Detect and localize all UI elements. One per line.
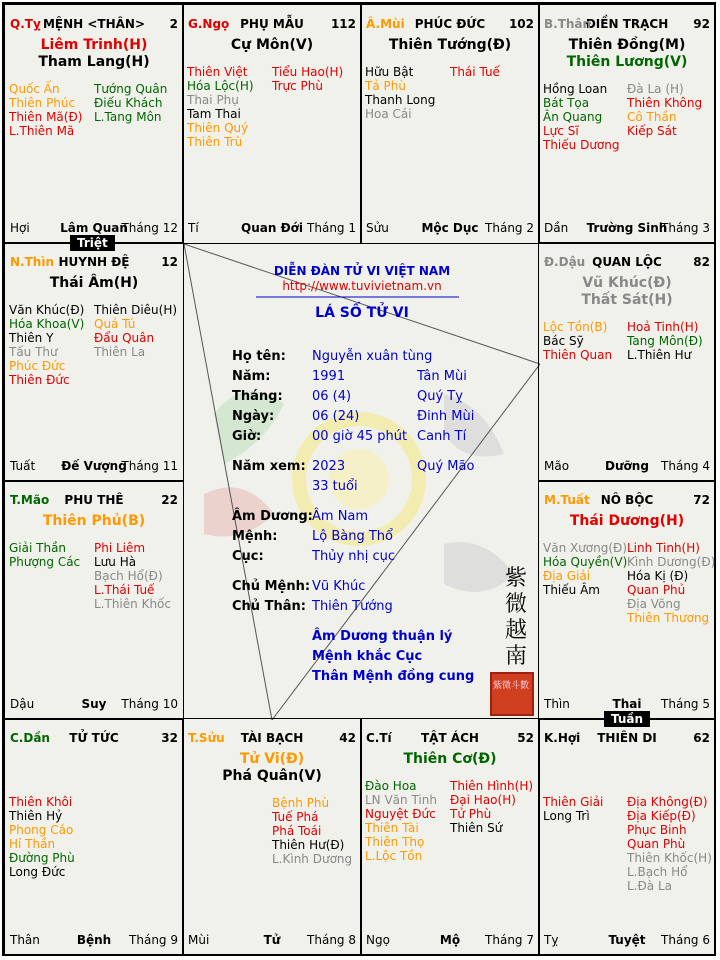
star-item: Địa Giải bbox=[543, 569, 591, 583]
palace-branch: Dần bbox=[544, 221, 569, 235]
palace-dan bbox=[4, 718, 184, 956]
star-item: Hoa Cái bbox=[365, 107, 412, 121]
star-item: Thiên Hình(H) bbox=[450, 779, 534, 793]
palace-header bbox=[544, 17, 710, 33]
seal-stamp: 紫微斗數 bbox=[490, 672, 534, 716]
star-item: Thiên Quan bbox=[543, 348, 613, 362]
main-star: Thái Âm(H) bbox=[49, 275, 139, 291]
palace-name: PHỤ MẪU bbox=[240, 17, 304, 31]
palace-name: NÔ BỘC bbox=[600, 493, 654, 507]
star-item: Tướng Quân bbox=[94, 82, 168, 96]
star-column-left bbox=[365, 65, 450, 121]
palace-ti bbox=[360, 718, 540, 956]
palace-number: 62 bbox=[693, 731, 710, 745]
star-column-right bbox=[450, 779, 535, 835]
palace-branch: Hợi bbox=[10, 221, 30, 235]
star-item: Lực Sĩ bbox=[543, 124, 579, 138]
palace-branch: Mùi bbox=[188, 933, 210, 947]
star-item: Địa Kiếp(Đ) bbox=[627, 809, 696, 823]
main-star: Tham Lang(H) bbox=[38, 54, 150, 70]
star-item: Phượng Các bbox=[9, 555, 81, 569]
info-label: Chủ Mệnh: bbox=[232, 579, 311, 594]
palace-footer bbox=[366, 933, 534, 947]
palace-thin bbox=[4, 242, 184, 482]
star-item: L.Kình Dương bbox=[272, 852, 353, 866]
palace-ty bbox=[4, 4, 184, 244]
star-item: Tấu Thư bbox=[9, 345, 58, 359]
palace-footer bbox=[188, 933, 356, 947]
palace-header bbox=[544, 493, 710, 509]
info-value: 00 giờ 45 phút bbox=[312, 429, 408, 444]
star-item: Địa Võng bbox=[627, 597, 681, 611]
palace-header bbox=[10, 17, 178, 33]
star-item: Thiên Khôi bbox=[9, 795, 73, 809]
info-value: 1991 bbox=[312, 369, 346, 384]
star-item: Đường Phù bbox=[9, 851, 75, 865]
main-star: Thiên Phủ(B) bbox=[42, 513, 146, 529]
forum-url[interactable]: http://www.tuvivietnam.vn bbox=[282, 279, 442, 293]
star-column-left bbox=[543, 82, 627, 152]
triet-tag: Triệt bbox=[70, 235, 115, 251]
palace-stage: Thai bbox=[612, 697, 642, 711]
palace-mao bbox=[4, 480, 184, 720]
palace-stage: Trường Sinh bbox=[586, 221, 668, 235]
tuan-tag: Tuần bbox=[604, 711, 650, 727]
star-item: Đại Hao(H) bbox=[450, 793, 516, 807]
palace-canchi: K.Hợi bbox=[544, 731, 581, 745]
palace-footer bbox=[544, 221, 710, 235]
star-item: Nguyệt Đức bbox=[365, 807, 436, 821]
main-star: Thất Sát(H) bbox=[581, 292, 673, 308]
palace-name: TÀI BẠCH bbox=[240, 731, 304, 745]
star-item: Hóa Kị (Đ) bbox=[627, 569, 689, 583]
star-column-left bbox=[365, 779, 450, 863]
palace-month: Tháng 10 bbox=[121, 697, 178, 711]
star-item: Thiên Sứ bbox=[450, 821, 503, 835]
palace-canchi: Đ.Dậu bbox=[544, 255, 586, 269]
palace-number: 102 bbox=[508, 17, 534, 31]
palace-month: Tháng 6 bbox=[661, 933, 710, 947]
star-column-left bbox=[9, 541, 94, 569]
palace-name: PHU THÊ bbox=[64, 493, 124, 507]
info-label: Năm: bbox=[232, 369, 271, 384]
star-column-left bbox=[9, 795, 94, 879]
star-item: Tử Phù bbox=[450, 807, 492, 821]
palace-header bbox=[366, 17, 534, 33]
star-item: Thiên Khốc(H) bbox=[627, 851, 712, 865]
palace-header bbox=[188, 17, 356, 33]
star-item: Hồng Loan bbox=[543, 82, 608, 96]
palace-stage: Bệnh bbox=[76, 933, 112, 947]
palace-canchi: C.Tí bbox=[366, 731, 392, 745]
note-line: Âm Dương thuận lý bbox=[312, 629, 453, 644]
palace-branch: Sửu bbox=[366, 221, 389, 235]
star-item: Đà La (H) bbox=[627, 82, 684, 96]
star-item: Địa Không(Đ) bbox=[627, 795, 708, 809]
star-item: Kình Dương(Đ) bbox=[627, 555, 716, 569]
info-label: Giờ: bbox=[232, 429, 262, 444]
main-star: Thiên Lương(V) bbox=[566, 54, 688, 70]
star-item: Thiên Trù bbox=[187, 135, 243, 149]
star-item: Phong Cáo bbox=[9, 823, 74, 837]
vertical-title bbox=[504, 566, 528, 670]
palace-canchi: M.Tuất bbox=[544, 493, 590, 507]
info-extra: Đinh Mùi bbox=[417, 409, 475, 424]
info-value: 06 (24) bbox=[312, 409, 360, 424]
main-star: Phá Quân(V) bbox=[222, 768, 322, 784]
palace-header bbox=[10, 255, 178, 271]
palace-stage: Lâm Quan bbox=[60, 221, 128, 235]
star-column-right bbox=[94, 541, 179, 611]
palace-stage: Suy bbox=[81, 697, 107, 711]
info-label: Cục: bbox=[232, 549, 264, 564]
palace-name: THIÊN DI bbox=[597, 731, 657, 745]
info-value: Vũ Khúc bbox=[312, 579, 366, 594]
star-item: Linh Tinh(H) bbox=[627, 541, 700, 555]
palace-name: PHÚC ĐỨC bbox=[414, 17, 486, 31]
main-star: Cự Môn(V) bbox=[230, 37, 314, 53]
star-item: Bát Tọa bbox=[543, 96, 590, 110]
vertical-char: 微 bbox=[504, 592, 527, 617]
palace-canchi: T.Mão bbox=[10, 493, 50, 507]
palace-month: Tháng 11 bbox=[121, 459, 178, 473]
palace-stage: Tử bbox=[263, 933, 281, 947]
palace-number: 92 bbox=[693, 17, 710, 31]
main-star: Thiên Tướng(Đ) bbox=[388, 37, 512, 53]
palace-footer bbox=[10, 933, 178, 947]
main-star: Thiên Cơ(Đ) bbox=[403, 751, 497, 767]
info-value: 06 (4) bbox=[312, 389, 352, 404]
star-item: Thiên Giải bbox=[543, 795, 604, 809]
palace-stage: Tuyệt bbox=[608, 933, 646, 947]
star-item: Thiên Phúc bbox=[9, 96, 76, 110]
palace-footer bbox=[10, 697, 178, 711]
palace-header bbox=[188, 731, 356, 747]
info-label: Âm Dương: bbox=[232, 509, 313, 524]
info-value: 2023 bbox=[312, 459, 346, 474]
palace-month: Tháng 1 bbox=[307, 221, 356, 235]
star-column-right bbox=[627, 320, 711, 362]
palace-canchi: Â.Mùi bbox=[366, 17, 405, 31]
star-item: Thiên Hỷ bbox=[9, 809, 63, 823]
palace-stage: Mộ bbox=[439, 933, 461, 947]
info-extra: Canh Tí bbox=[417, 429, 467, 444]
center-panel bbox=[184, 244, 540, 720]
info-label: Mệnh: bbox=[232, 529, 278, 544]
palace-branch: Ngọ bbox=[366, 933, 390, 947]
palace-name: HUYNH ĐỆ bbox=[58, 255, 130, 269]
star-item: L.Thiên Hư bbox=[627, 348, 692, 362]
star-column-right bbox=[450, 65, 535, 79]
vertical-char: 越 bbox=[504, 618, 527, 643]
palace-branch: Thìn bbox=[544, 697, 570, 711]
star-column-left bbox=[543, 541, 627, 597]
star-column-left bbox=[9, 82, 94, 138]
star-item: L.Thái Tuế bbox=[94, 583, 155, 597]
star-item: Thiên Không bbox=[627, 96, 703, 110]
palace-footer bbox=[188, 221, 356, 235]
star-item: Kiếp Sát bbox=[627, 124, 677, 138]
star-item: Bệnh Phù bbox=[272, 796, 330, 810]
info-label: Chủ Thân: bbox=[232, 599, 306, 614]
palace-number: 42 bbox=[339, 731, 356, 745]
info-extra: Tân Mùi bbox=[417, 369, 467, 384]
palace-stage: Quan Đới bbox=[241, 221, 303, 235]
star-item: Phi Liêm bbox=[94, 541, 146, 555]
star-item: Thiên Hư(Đ) bbox=[272, 838, 345, 852]
info-label: Ngày: bbox=[232, 409, 275, 424]
star-item: Thiếu Âm bbox=[543, 583, 600, 597]
info-value: Thiên Tướng bbox=[312, 599, 393, 614]
star-column-left bbox=[9, 303, 94, 387]
palace-month: Tháng 2 bbox=[485, 221, 534, 235]
palace-ngo bbox=[182, 4, 362, 244]
palace-branch: Tuất bbox=[10, 459, 36, 473]
palace-canchi: G.Ngọ bbox=[188, 17, 230, 31]
star-item: Lộc Tồn(B) bbox=[543, 320, 608, 334]
palace-month: Tháng 12 bbox=[121, 221, 178, 235]
info-value: Nguyễn xuân tùng bbox=[312, 349, 433, 364]
star-item: Thiên Diêu(H) bbox=[94, 303, 178, 317]
palace-month: Tháng 4 bbox=[661, 459, 710, 473]
palace-number: 32 bbox=[161, 731, 178, 745]
palace-month: Tháng 3 bbox=[661, 221, 710, 235]
info-label: Năm xem: bbox=[232, 459, 306, 474]
star-column-left bbox=[543, 320, 627, 362]
info-label: Họ tên: bbox=[232, 349, 286, 364]
main-star: Thiên Đồng(M) bbox=[568, 37, 686, 53]
palace-header bbox=[366, 731, 534, 747]
star-item: Long Trì bbox=[543, 809, 590, 823]
palace-number: 112 bbox=[330, 17, 356, 31]
palace-branch: Mão bbox=[544, 459, 570, 473]
palace-canchi: N.Thìn bbox=[10, 255, 54, 269]
main-star: Tử Vi(Đ) bbox=[239, 751, 305, 767]
star-item: Bạch Hổ(Đ) bbox=[94, 569, 163, 583]
star-item: Thanh Long bbox=[365, 93, 436, 107]
star-column-left bbox=[543, 795, 627, 823]
palace-branch: Tí bbox=[188, 221, 199, 235]
main-star: Thái Dương(H) bbox=[569, 513, 685, 529]
star-item: Thiên Đức bbox=[9, 373, 70, 387]
star-item: Thiên Tài bbox=[365, 821, 419, 835]
star-item: Phục Binh bbox=[627, 823, 687, 837]
palace-footer bbox=[544, 697, 710, 711]
palace-canchi: Q.Tỵ bbox=[10, 17, 41, 31]
palace-mui bbox=[360, 4, 540, 244]
palace-canchi: C.Dần bbox=[10, 731, 50, 745]
star-item: Thiếu Dương bbox=[543, 138, 620, 152]
star-item: L.Bạch Hổ bbox=[627, 865, 688, 879]
star-item: Tuế Phá bbox=[272, 810, 319, 824]
star-item: Quan Phù bbox=[627, 837, 686, 851]
vertical-char: 紫 bbox=[504, 566, 527, 591]
star-item: Thiên Quý bbox=[187, 121, 249, 135]
palace-stage: Dưỡng bbox=[605, 459, 649, 473]
star-item: Long Đức bbox=[9, 865, 66, 879]
star-item: Hóa Khoa(V) bbox=[9, 317, 85, 331]
star-column-right bbox=[94, 303, 179, 359]
palace-number: 72 bbox=[693, 493, 710, 507]
star-item: Đào Hoa bbox=[365, 779, 417, 793]
note-line: Mệnh khắc Cục bbox=[312, 649, 423, 664]
palace-canchi: T.Sửu bbox=[188, 731, 225, 745]
palace-than bbox=[538, 4, 716, 244]
chart-title: LÁ SỐ TỬ VI bbox=[315, 305, 409, 321]
palace-month: Tháng 7 bbox=[485, 933, 534, 947]
star-item: Tiểu Hao(H) bbox=[272, 65, 344, 79]
palace-number: 2 bbox=[169, 17, 178, 31]
palace-hoi bbox=[538, 718, 716, 956]
star-item: Tam Thai bbox=[187, 107, 241, 121]
vertical-char: 南 bbox=[504, 644, 527, 669]
star-item: Ân Quang bbox=[543, 110, 603, 124]
star-item: Hóa Lộc(H) bbox=[187, 79, 254, 93]
forum-title: DIỄN ĐÀN TỬ VI VIỆT NAM bbox=[273, 264, 451, 278]
star-item: Bác Sỹ bbox=[543, 334, 584, 348]
palace-number: 52 bbox=[517, 731, 534, 745]
info-value: Âm Nam bbox=[312, 509, 369, 524]
star-item: Tang Môn(Đ) bbox=[627, 334, 703, 348]
info-label: Tháng: bbox=[232, 389, 283, 404]
palace-stage: Mộc Dục bbox=[421, 221, 479, 235]
star-item: Thiên Việt bbox=[187, 65, 248, 79]
star-item: Hóa Quyền(V) bbox=[543, 555, 628, 569]
star-item: L.Tang Môn bbox=[94, 110, 162, 124]
palace-dau bbox=[538, 242, 716, 482]
palace-number: 12 bbox=[161, 255, 178, 269]
palace-suu bbox=[182, 718, 362, 956]
star-column-right bbox=[94, 82, 179, 124]
info-extra: Quý Mão bbox=[417, 459, 475, 474]
info-value: Thủy nhị cục bbox=[312, 549, 396, 564]
star-item: L.Đà La bbox=[627, 879, 673, 893]
palace-header bbox=[10, 493, 178, 509]
palace-canchi: B.Thân bbox=[544, 17, 592, 31]
note-line: Thân Mệnh đồng cung bbox=[312, 669, 475, 684]
star-item: Thiên Thọ bbox=[365, 835, 425, 849]
star-item: LN Văn Tinh bbox=[365, 793, 437, 807]
palace-stage: Đế Vượng bbox=[61, 459, 127, 473]
star-item: L.Lộc Tồn bbox=[365, 849, 423, 863]
palace-footer bbox=[10, 221, 178, 235]
palace-name: MỆNH <THÂN> bbox=[42, 17, 146, 31]
star-item: Phúc Đức bbox=[9, 359, 66, 373]
star-item: Thiên Thương bbox=[627, 611, 710, 625]
palace-footer bbox=[544, 459, 710, 473]
palace-month: Tháng 9 bbox=[129, 933, 178, 947]
palace-name: QUAN LỘC bbox=[592, 255, 662, 269]
main-star: Liêm Trinh(H) bbox=[40, 37, 148, 53]
star-item: Quốc Ấn bbox=[9, 82, 60, 96]
star-item: Thiên Mã(Đ) bbox=[9, 110, 83, 124]
star-item: Thiên Y bbox=[9, 331, 54, 345]
palace-month: Tháng 5 bbox=[661, 697, 710, 711]
info-value: Lộ Bàng Thổ bbox=[312, 529, 393, 544]
palace-header bbox=[544, 255, 710, 271]
star-column-right bbox=[272, 796, 357, 866]
star-column-right bbox=[272, 65, 357, 93]
palace-branch: Tỵ bbox=[544, 933, 559, 947]
star-item: Điếu Khách bbox=[94, 96, 163, 110]
palace-tuat bbox=[538, 480, 716, 720]
horoscope-chart bbox=[2, 2, 716, 956]
star-item: Thái Tuế bbox=[450, 65, 500, 79]
star-item: Hoả Tinh(H) bbox=[627, 320, 699, 334]
palace-header bbox=[10, 731, 178, 747]
star-item: Trực Phù bbox=[272, 79, 323, 93]
star-item: Quan Phủ bbox=[627, 583, 686, 597]
star-item: Đẩu Quân bbox=[94, 331, 155, 345]
star-item: Hữu Bật bbox=[365, 65, 414, 79]
star-column-right bbox=[627, 795, 711, 893]
palace-number: 82 bbox=[693, 255, 710, 269]
palace-footer bbox=[10, 459, 178, 473]
star-item: Quả Tú bbox=[94, 317, 136, 331]
palace-branch: Dậu bbox=[10, 697, 35, 711]
main-star: Vũ Khúc(Đ) bbox=[582, 275, 672, 291]
star-item: Văn Khúc(Đ) bbox=[9, 303, 85, 317]
star-column-left bbox=[187, 65, 272, 149]
info-extra: Quý Tỵ bbox=[417, 389, 463, 404]
star-item: L.Thiên Mã bbox=[9, 124, 75, 138]
star-item: Tả Phù bbox=[365, 79, 406, 93]
star-item: L.Thiên Khốc bbox=[94, 597, 171, 611]
palace-name: TỬ TỨC bbox=[69, 731, 119, 745]
palace-footer bbox=[366, 221, 534, 235]
info-value: 33 tuổi bbox=[312, 479, 358, 494]
star-item: Giải Thần bbox=[9, 541, 67, 555]
palace-name: TẬT ÁCH bbox=[421, 731, 479, 745]
star-item: Lưu Hà bbox=[94, 555, 137, 569]
star-item: Thai Phụ bbox=[187, 93, 239, 107]
star-item: Thiên La bbox=[94, 345, 146, 359]
star-item: Cô Thần bbox=[627, 110, 677, 124]
palace-month: Tháng 8 bbox=[307, 933, 356, 947]
star-column-right bbox=[627, 82, 711, 138]
palace-branch: Thân bbox=[10, 933, 40, 947]
star-item: Hỉ Thần bbox=[9, 837, 56, 851]
star-column-right bbox=[627, 541, 716, 625]
palace-header bbox=[544, 731, 710, 747]
palace-name: ĐIỀN TRẠCH bbox=[585, 17, 669, 31]
star-item: Văn Xương(Đ) bbox=[543, 541, 628, 555]
palace-number: 22 bbox=[161, 493, 178, 507]
palace-footer bbox=[544, 933, 710, 947]
star-item: Phá Toái bbox=[272, 824, 322, 838]
